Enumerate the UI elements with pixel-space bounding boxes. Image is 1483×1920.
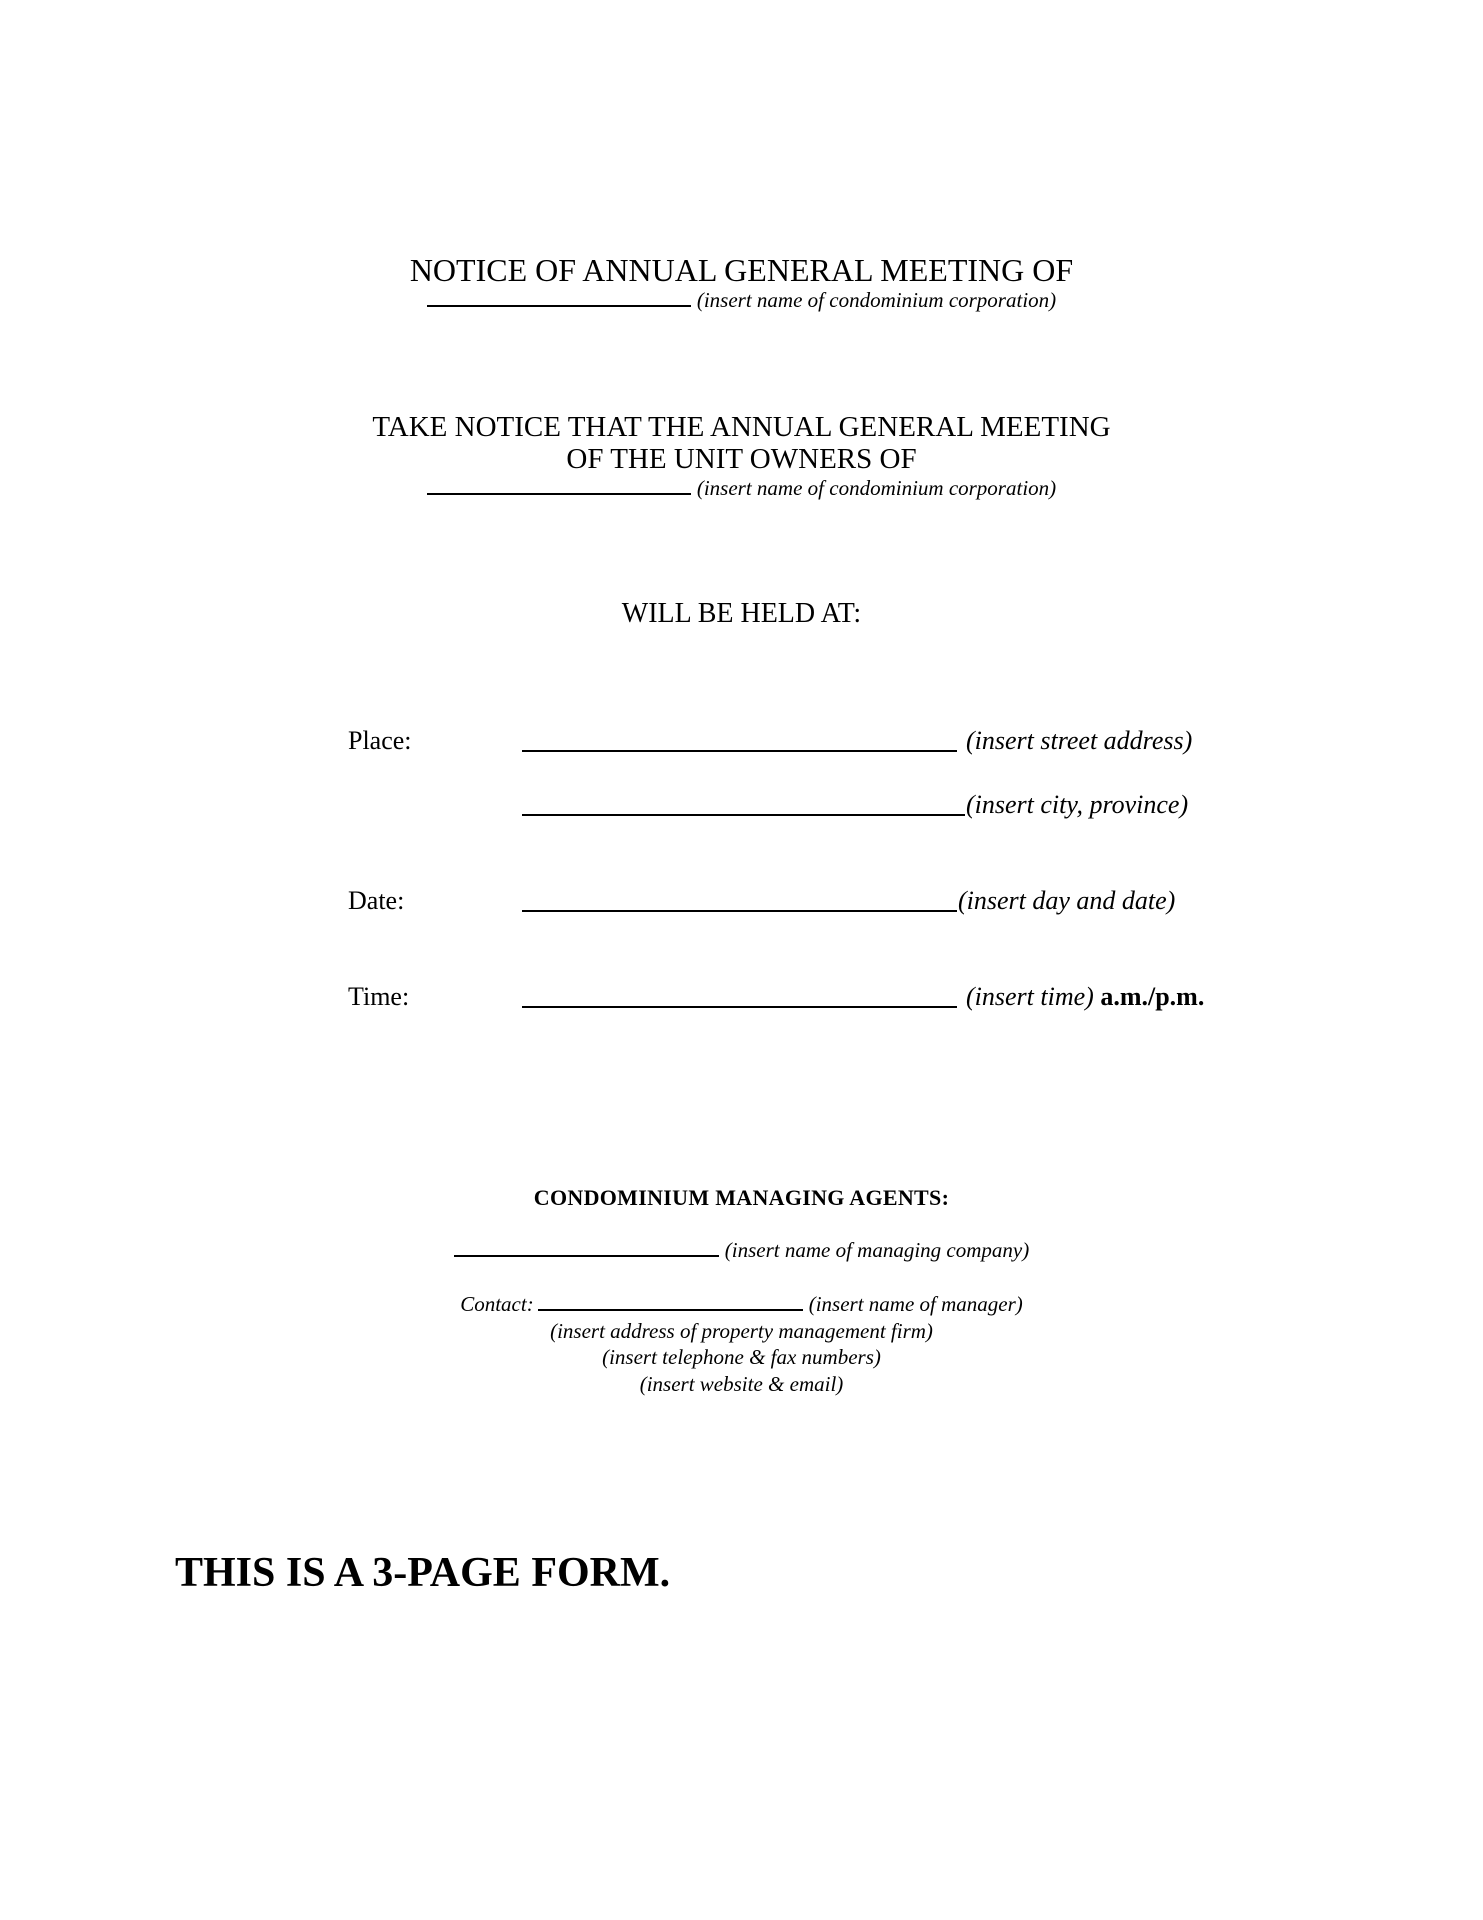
time-hint-group — [966, 984, 1204, 1010]
date-blank[interactable] — [522, 910, 957, 912]
manager-blank[interactable] — [538, 1309, 803, 1311]
corp-name-hint: (insert name of condominium corporation) — [696, 476, 1057, 500]
date-label: Date: — [348, 886, 405, 915]
corp-name-blank[interactable] — [427, 493, 691, 495]
title-corp-field — [0, 290, 1483, 311]
date-hint: (insert day and date) — [958, 886, 1176, 915]
company-field — [0, 1240, 1483, 1261]
contact-field — [0, 1294, 1483, 1315]
web-hint: (insert website & email) — [639, 1372, 844, 1396]
place-label: Place: — [348, 726, 412, 755]
am-pm-text: a.m./p.m. — [1100, 982, 1205, 1011]
date-row — [348, 888, 1248, 918]
phone-hint: (insert telephone & fax numbers) — [602, 1345, 881, 1369]
document-title: NOTICE OF ANNUAL GENERAL MEETING OF — [409, 252, 1074, 288]
time-label: Time: — [348, 982, 410, 1011]
city-province-blank[interactable] — [522, 814, 965, 816]
city-row — [348, 792, 1248, 822]
contact-label: Contact: — [460, 1292, 534, 1316]
city-province-hint: (insert city, province) — [966, 790, 1189, 819]
street-address-hint: (insert street address) — [966, 726, 1193, 755]
time-row — [348, 984, 1248, 1014]
time-blank[interactable] — [522, 1006, 957, 1008]
page-count-notice: THIS IS A 3-PAGE FORM. — [175, 1550, 671, 1596]
place-row — [348, 728, 1248, 758]
agents-heading: CONDOMINIUM MANAGING AGENTS: — [533, 1185, 950, 1210]
corp-name-hint: (insert name of condominium corporation) — [696, 288, 1057, 312]
address-hint: (insert address of property management firm) — [550, 1319, 933, 1343]
company-hint: (insert name of managing company) — [724, 1238, 1030, 1262]
notice-line-1: TAKE NOTICE THAT THE ANNUAL GENERAL MEETING — [372, 411, 1111, 443]
held-at-heading: WILL BE HELD AT: — [621, 598, 862, 629]
notice-corp-field — [0, 478, 1483, 499]
notice-line-2: OF THE UNIT OWNERS OF — [566, 443, 917, 475]
company-blank[interactable] — [454, 1255, 719, 1257]
corp-name-blank[interactable] — [427, 305, 691, 307]
street-address-blank[interactable] — [522, 750, 957, 752]
time-hint: (insert time) — [966, 982, 1094, 1011]
manager-hint: (insert name of manager) — [808, 1292, 1023, 1316]
